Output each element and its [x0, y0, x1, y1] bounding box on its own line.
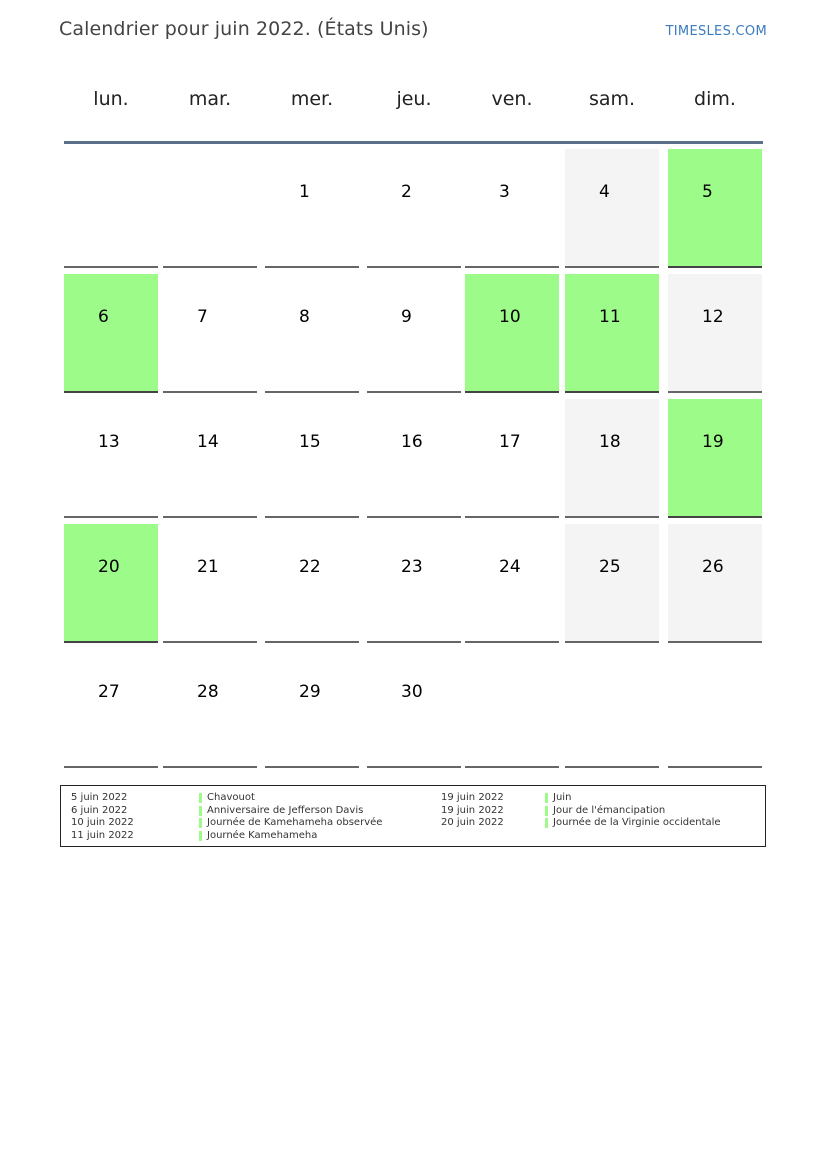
day-cell [265, 399, 359, 518]
legend-date: 19 juin 2022 [441, 792, 504, 803]
day-number: 29 [299, 682, 321, 702]
day-number: 18 [599, 432, 621, 452]
day-cell [565, 399, 659, 518]
day-cell [64, 524, 158, 643]
day-cell [465, 399, 559, 518]
legend-holiday-name: Jour de l'émancipation [553, 804, 666, 816]
legend-date: 19 juin 2022 [441, 804, 504, 816]
day-cell [465, 149, 559, 268]
legend-holiday-name: Anniversaire de Jefferson Davis [207, 804, 364, 816]
site-link[interactable]: TIMESLES.COM [665, 24, 767, 39]
weekday-label: sam. [588, 88, 636, 110]
empty-day-cell [668, 649, 762, 768]
legend-date: 10 juin 2022 [71, 817, 134, 828]
day-number: 6 [98, 307, 109, 327]
day-cell [163, 524, 257, 643]
day-cell [668, 149, 762, 268]
day-cell [367, 274, 461, 393]
day-cell [565, 149, 659, 268]
day-cell [465, 524, 559, 643]
day-number: 10 [499, 307, 521, 327]
day-cell [367, 524, 461, 643]
day-cell [265, 524, 359, 643]
day-cell [367, 399, 461, 518]
day-number: 7 [197, 307, 208, 327]
weekday-label: dim. [694, 88, 736, 110]
legend-holiday-name: Journée Kamehameha [207, 829, 318, 841]
day-number: 1 [299, 182, 310, 202]
header-divider [64, 141, 763, 144]
day-cell [367, 649, 461, 768]
holiday-legend [60, 785, 766, 847]
day-number: 11 [599, 307, 621, 327]
day-number: 26 [702, 557, 724, 577]
day-cell [265, 274, 359, 393]
day-cell [668, 399, 762, 518]
legend-holiday-name: Journée de la Virginie occidentale [553, 817, 721, 828]
day-number: 21 [197, 557, 219, 577]
day-number: 2 [401, 182, 412, 202]
page-title: Calendrier pour juin 2022. (États Unis) [59, 18, 429, 40]
day-cell [163, 649, 257, 768]
empty-day-cell [465, 649, 559, 768]
weekday-label: mer. [290, 88, 334, 110]
day-cell [64, 274, 158, 393]
day-cell [668, 524, 762, 643]
weekday-label: jeu. [396, 88, 432, 110]
legend-date: 20 juin 2022 [441, 817, 504, 828]
empty-day-cell [163, 149, 257, 268]
day-number: 13 [98, 432, 120, 452]
day-cell [565, 274, 659, 393]
day-number: 12 [702, 307, 724, 327]
day-number: 14 [197, 432, 219, 452]
legend-date: 5 juin 2022 [71, 792, 128, 803]
day-number: 23 [401, 557, 423, 577]
empty-day-cell [64, 149, 158, 268]
day-cell [265, 149, 359, 268]
day-cell [668, 274, 762, 393]
day-number: 8 [299, 307, 310, 327]
day-number: 20 [98, 557, 120, 577]
weekday-header-row [64, 88, 764, 120]
day-number: 28 [197, 682, 219, 702]
day-cell [163, 274, 257, 393]
legend-holiday-name: Juin [553, 792, 572, 803]
day-cell [163, 399, 257, 518]
day-number: 9 [401, 307, 412, 327]
legend-holiday-name: Chavouot [207, 792, 255, 803]
day-number: 22 [299, 557, 321, 577]
day-number: 17 [499, 432, 521, 452]
day-cell [465, 274, 559, 393]
day-cell [64, 399, 158, 518]
weekday-label: ven. [491, 88, 533, 110]
day-cell [565, 524, 659, 643]
day-number: 30 [401, 682, 423, 702]
legend-date: 6 juin 2022 [71, 804, 128, 816]
legend-date: 11 juin 2022 [71, 829, 134, 841]
day-cell [265, 649, 359, 768]
day-number: 4 [599, 182, 610, 202]
empty-day-cell [565, 649, 659, 768]
legend-holiday-name: Journée de Kamehameha observée [207, 817, 383, 828]
calendar-grid [64, 149, 764, 771]
day-number: 24 [499, 557, 521, 577]
day-number: 3 [499, 182, 510, 202]
day-number: 15 [299, 432, 321, 452]
weekday-label: lun. [93, 88, 129, 110]
day-number: 16 [401, 432, 423, 452]
day-cell [64, 649, 158, 768]
day-cell [367, 149, 461, 268]
weekday-label: mar. [188, 88, 232, 110]
day-number: 19 [702, 432, 724, 452]
day-number: 27 [98, 682, 120, 702]
day-number: 25 [599, 557, 621, 577]
day-number: 5 [702, 182, 713, 202]
